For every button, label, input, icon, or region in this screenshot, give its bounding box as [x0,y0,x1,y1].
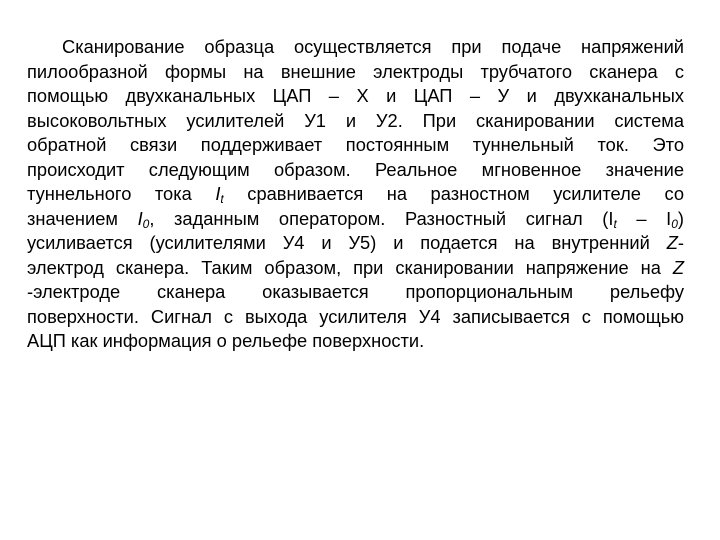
text-fragment: сравнивается на разностном усилителе со [223,183,684,204]
text-line: пилообразной формы на внешние электроды трубчатого сканера с [27,60,684,82]
z-symbol: Z [666,232,678,253]
body-paragraph [27,35,684,354]
subscript: t [613,216,617,231]
text-fragment: усиливается (усилителями У4 и У5) и подается на внутренний [27,232,667,253]
text-line [27,231,684,256]
subscript: t [220,192,224,206]
text-fragment: значением [27,207,138,229]
text-line: помощью двухканальных ЦАП – Х и ЦАП – У и двухканальных [27,85,684,106]
text-line: АЦП как информация о рельефе поверхности. [27,330,425,351]
text-line: обратной связи поддерживает постоянным туннельный ток. Это [27,134,684,155]
subscript: 0 [142,216,150,231]
text-fragment: – I [616,207,672,229]
subscript: 0 [671,216,678,231]
text-fragment: электрод сканера. Таким образом, при сканировании напряжение на [27,256,673,278]
text-line: происходит следующим образом. Реальное мгновенное значение [27,158,684,180]
text-fragment: туннельного тока [27,183,216,204]
z-symbol: Z [672,256,684,278]
text-line: поверхности. Сигнал с выхода усилителя У4 записывается с помощью [27,305,684,327]
text-line: Сканирование образца осуществляется при подаче напряжений [62,36,684,57]
text-line [27,182,684,207]
current-symbol: I [137,207,143,229]
text-line: высоковольтных усилителей У1 и У2. При сканировании система [27,109,684,131]
text-fragment: ) [677,207,685,229]
current-symbol: I [215,183,221,204]
text-fragment: - [677,232,684,253]
text-line: -электроде сканера оказывается пропорциональным рельефу [27,281,684,302]
text-line [27,256,684,281]
text-fragment: , заданным оператором. Разностный сигнал (I [149,207,614,229]
text-line [27,207,684,232]
